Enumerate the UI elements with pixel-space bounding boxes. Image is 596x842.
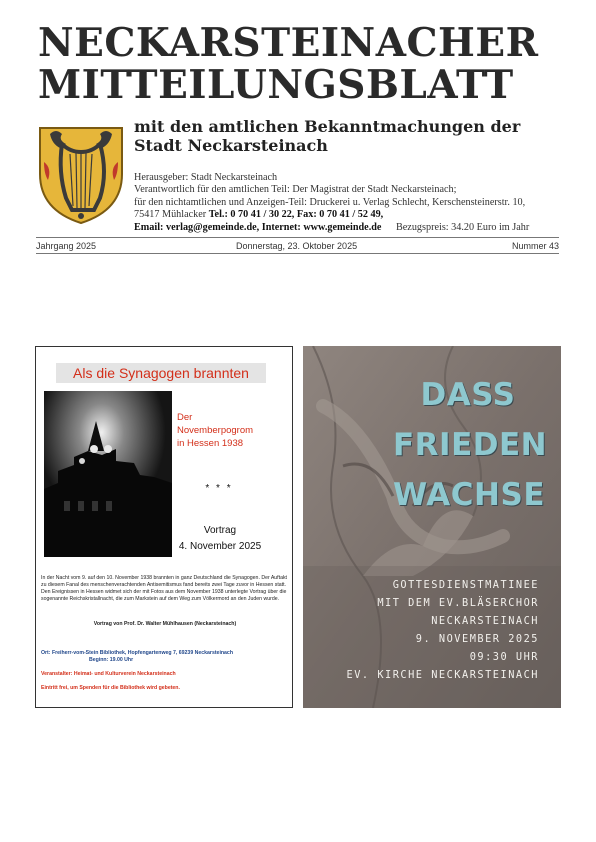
poster-synagogue-lecture	[35, 346, 293, 708]
publisher-city: 75417 Mühlacker	[134, 209, 207, 221]
headline-dass: DASS	[420, 377, 516, 413]
poster-left-subtitle	[177, 411, 287, 450]
location: Ort: Freiherr-vom-Stein Bibliothek, Hopfengartenweg 7, 69239 Neckarsteinach	[41, 650, 233, 656]
publisher-line2: Verantwortlich für den amtlichen Teil: Der Magistrat der Stadt Neckarsteinach;	[134, 184, 457, 196]
publisher-email-web: Email: verlag@gemeinde.de, Internet: www.gemeinde.de	[134, 221, 382, 233]
event-date: 9. NOVEMBER 2025	[415, 633, 539, 645]
start-time: Beginn: 19.00 Uhr	[89, 657, 134, 663]
issue-number: Nummer 43	[511, 241, 559, 251]
masthead-subtitle	[134, 117, 564, 155]
organizer: Veranstalter: Heimat- und Kulturverein Neckarsteinach	[41, 671, 176, 677]
talk-date: 4. November 2025	[178, 541, 262, 552]
publisher-line5	[134, 222, 574, 234]
masthead-title-line2: MITTEILUNGSBLATT	[38, 62, 514, 108]
publisher-info	[134, 172, 574, 234]
subscription-price: Bezugspreis: 34.20 Euro im Jahr	[395, 221, 530, 233]
admission: Eintritt frei, um Spenden für die Bibliothek wird gebeten.	[41, 685, 180, 691]
event-town: NECKARSTEINACH	[431, 615, 539, 627]
publisher-line1: Herausgeber: Stadt Neckarsteinach	[134, 172, 278, 183]
burning-synagogue-photo	[44, 391, 172, 557]
subtitle-line1: mit den amtlichen Bekanntmachungen der	[134, 117, 521, 136]
issue-volume: Jahrgang 2025	[36, 241, 97, 251]
coat-of-arms-icon	[36, 122, 126, 226]
talk-label: Vortrag	[203, 525, 237, 536]
separator-stars: * * *	[205, 483, 233, 494]
poster-left-title: Als die Synagogen brannten	[56, 363, 266, 383]
event-type: GOTTESDIENSTMATINEE	[392, 579, 539, 591]
subtitle-red-2: Novemberpogrom	[177, 425, 254, 436]
poster-peace-matinee	[303, 346, 561, 708]
talk-info	[177, 523, 263, 555]
publisher-line3: für den nichtamtlichen und Anzeigen-Teil: Druckerei u. Verlag Schlecht, Kerschensteinerstr. 10,	[134, 196, 526, 208]
headline-frieden: FRIEDEN	[393, 427, 548, 463]
issue-date: Donnerstag, 23. Oktober 2025	[236, 241, 358, 251]
divider-bottom	[36, 253, 559, 254]
masthead-title-line1: NECKARSTEINACHER	[38, 20, 539, 66]
masthead	[38, 22, 558, 106]
event-time: 09:30 UHR	[469, 651, 539, 663]
poster-left-body: In der Nacht vom 9. auf den 10. November 1938 brannten in ganz Deutschland die Synagogen. Der Auftakt zu diesem Fanal des menschenverachtenden Antisemitismus fand bereits zwei Tage zuvor in Hessen statt. Den Ereignissen in Hessen widmet sich der mit Fotos aus dem November 1938 unterlegte Vortrag über die sogenannte Reichskristallnacht, die zum Markstein auf dem Weg zum Völkermord an den Juden wurde.	[41, 575, 287, 602]
divider-top	[36, 237, 559, 238]
speaker: Vortrag von Prof. Dr. Walter Mühlhausen (Neckarsteinach)	[93, 621, 237, 627]
headline-wachse: WACHSE	[393, 477, 545, 513]
subtitle-red-3: in Hessen 1938	[177, 438, 244, 449]
subtitle-red-1: Der	[177, 412, 193, 423]
publisher-phone-fax: Tel.: 0 70 41 / 30 22, Fax: 0 70 41 / 52 49,	[208, 209, 384, 221]
issue-info-bar	[36, 239, 559, 253]
event-ensemble: MIT DEM EV.BLÄSERCHOR	[377, 597, 539, 609]
subtitle-line2: Stadt Neckarsteinach	[134, 136, 328, 155]
publisher-line4	[134, 209, 574, 221]
event-venue: EV. KIRCHE NECKARSTEINACH	[346, 669, 539, 681]
